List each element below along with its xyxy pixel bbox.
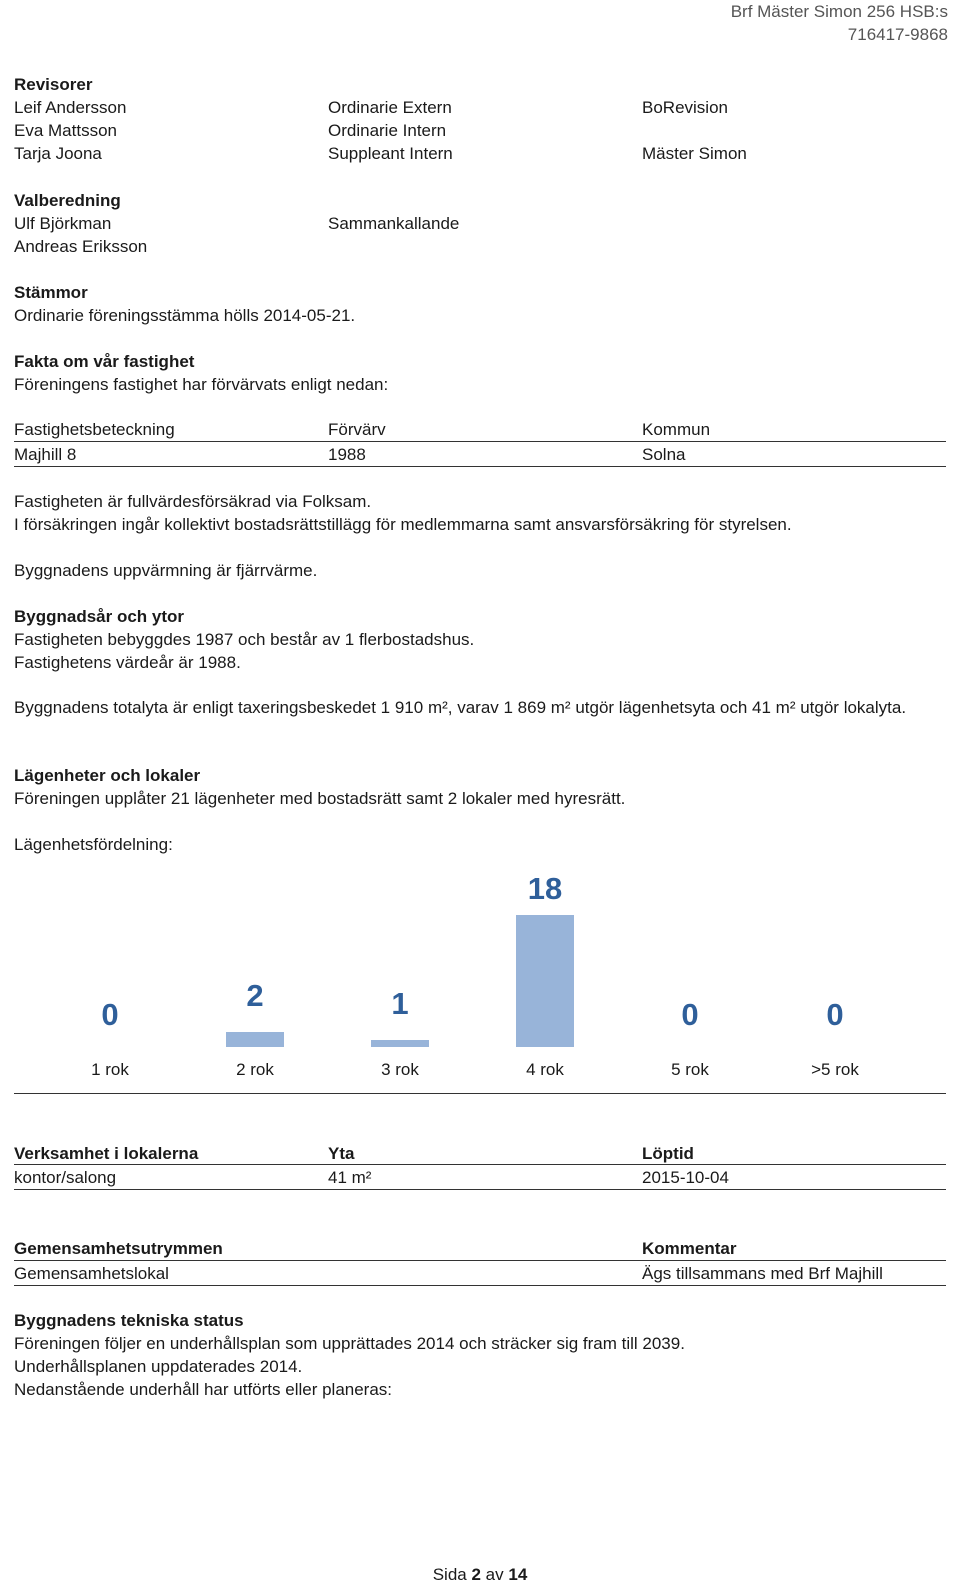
verksamhet-value: kontor/salong xyxy=(14,1168,117,1187)
stammor-heading: Stämmor xyxy=(14,283,88,302)
forvarv-value: 1988 xyxy=(328,445,366,464)
fastighet-col-header: Fastighetsbeteckning xyxy=(14,420,175,439)
table-divider xyxy=(14,441,946,442)
footer-sep: av xyxy=(485,1565,504,1584)
yta-value: 41 m² xyxy=(328,1168,372,1187)
chart-category-label: >5 rok xyxy=(811,1060,859,1079)
vardear-text: Fastighetens värdeår är 1988. xyxy=(14,653,241,672)
teknisk-text: Underhållsplanen uppdaterades 2014. xyxy=(14,1357,303,1376)
chart-value-label: 0 xyxy=(681,997,699,1032)
valberedning-role: Sammankallande xyxy=(328,214,460,233)
kommentar-value: Ägs tillsammans med Brf Majhill xyxy=(642,1264,883,1283)
footer-prefix: Sida xyxy=(432,1565,467,1584)
chart-baseline-divider xyxy=(14,1093,946,1094)
chart-category-label: 1 rok xyxy=(91,1060,129,1079)
chart-bar xyxy=(226,1032,284,1047)
fakta-intro: Föreningens fastighet har förvärvats enligt nedan: xyxy=(14,375,389,394)
forsakring-text: I försäkringen ingår kollektivt bostadsrättstillägg för medlemmarna samt ansvarsförsäkring för styrelsen. xyxy=(14,515,792,534)
gemensam-value: Gemensamhetslokal xyxy=(14,1264,169,1283)
table-divider xyxy=(14,1189,946,1190)
table-divider xyxy=(14,466,946,467)
chart-category-label: 3 rok xyxy=(381,1060,419,1079)
revisor-name: Tarja Joona xyxy=(14,144,102,163)
kommun-col-header: Kommun xyxy=(642,420,711,439)
current-page-number: 2 xyxy=(471,1565,481,1584)
revisor-role: Ordinarie Intern xyxy=(328,121,447,140)
revisor-name: Leif Andersson xyxy=(14,98,127,117)
byggnadsar-text: Fastigheten bebyggdes 1987 och består av 1 flerbostadshus. xyxy=(14,630,475,649)
header-association-name: Brf Mäster Simon 256 HSB:s xyxy=(730,2,948,21)
lagenheter-heading: Lägenheter och lokaler xyxy=(14,766,201,785)
kommentar-col-header: Kommentar xyxy=(642,1239,737,1258)
header-org-number: 716417-9868 xyxy=(847,25,948,44)
gemensam-col-header: Gemensamhetsutrymmen xyxy=(14,1239,223,1258)
fakta-heading: Fakta om vår fastighet xyxy=(14,352,195,371)
revisorer-heading: Revisorer xyxy=(14,75,93,94)
revisor-role: Ordinarie Extern xyxy=(328,98,452,117)
yta-col-header: Yta xyxy=(328,1144,355,1163)
byggnadsar-heading: Byggnadsår och ytor xyxy=(14,607,185,626)
verksamhet-col-header: Verksamhet i lokalerna xyxy=(14,1144,199,1163)
total-page-number: 14 xyxy=(508,1565,528,1584)
kommun-value: Solna xyxy=(642,445,686,464)
table-divider xyxy=(14,1285,946,1286)
valberedning-name: Andreas Eriksson xyxy=(14,237,148,256)
valberedning-name: Ulf Björkman xyxy=(14,214,112,233)
chart-value-label: 1 xyxy=(391,986,409,1021)
loptid-value: 2015-10-04 xyxy=(642,1168,729,1187)
lagenheter-text: Föreningen upplåter 21 lägenheter med bostadsrätt samt 2 lokaler med hyresrätt. xyxy=(14,789,626,808)
uppvarmning-text: Byggnadens uppvärmning är fjärrvärme. xyxy=(14,561,318,580)
chart-value-label: 2 xyxy=(246,978,264,1013)
chart-category-label: 4 rok xyxy=(526,1060,564,1079)
teknisk-text: Föreningen följer en underhållsplan som upprättades 2014 och sträcker sig fram till 2039. xyxy=(14,1334,685,1353)
revisor-org: BoRevision xyxy=(642,98,728,117)
totalyta-text: Byggnadens totalyta är enligt taxeringsbeskedet 1 910 m², varav 1 869 m² utgör lägenhetsyta och 41 m² utgör lokalyta. xyxy=(14,698,907,717)
forsakring-text: Fastigheten är fullvärdesförsäkrad via Folksam. xyxy=(14,492,372,511)
fordelning-label: Lägenhetsfördelning: xyxy=(14,835,173,854)
revisor-org: Mäster Simon xyxy=(642,144,747,163)
chart-bar xyxy=(516,915,574,1047)
fastighet-value: Majhill 8 xyxy=(14,445,77,464)
teknisk-text: Nedanstående underhåll har utförts eller planeras: xyxy=(14,1380,393,1399)
chart-bar xyxy=(371,1040,429,1047)
chart-value-label: 0 xyxy=(101,997,119,1032)
table-divider xyxy=(14,1164,946,1165)
forvarv-col-header: Förvärv xyxy=(328,420,386,439)
chart-value-label: 0 xyxy=(826,997,844,1032)
stammor-text: Ordinarie föreningsstämma hölls 2014-05-21. xyxy=(14,306,356,325)
chart-value-label: 18 xyxy=(527,871,563,906)
apartment-distribution-chart xyxy=(0,860,960,1100)
chart-category-label: 2 rok xyxy=(236,1060,274,1079)
loptid-col-header: Löptid xyxy=(642,1144,694,1163)
teknisk-heading: Byggnadens tekniska status xyxy=(14,1311,244,1330)
valberedning-heading: Valberedning xyxy=(14,191,121,210)
page-footer xyxy=(0,1563,960,1586)
document-header xyxy=(731,0,948,46)
revisor-role: Suppleant Intern xyxy=(328,144,453,163)
chart-category-label: 5 rok xyxy=(671,1060,709,1079)
table-divider xyxy=(14,1260,946,1261)
revisor-name: Eva Mattsson xyxy=(14,121,117,140)
